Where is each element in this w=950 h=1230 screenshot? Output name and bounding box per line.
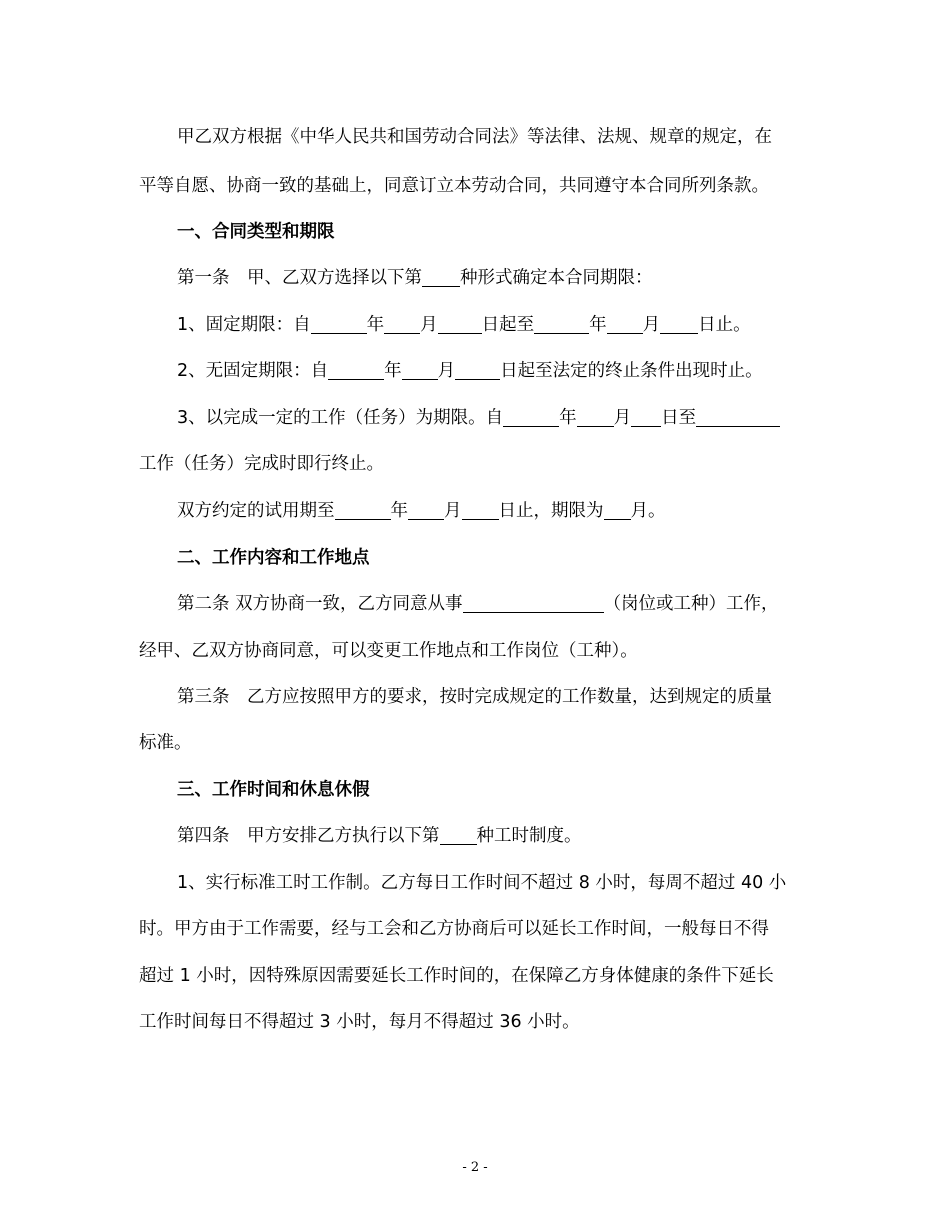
- option-task-term-cont: 工作（任务）完成时即行终止。: [139, 454, 384, 474]
- article-4: 第四条 甲方安排乙方执行以下第 种工时制度。: [177, 826, 582, 846]
- blank-task-month: [577, 406, 614, 427]
- blank-end-year: [534, 313, 589, 334]
- blank-task-year: [503, 406, 559, 427]
- blank-hours-system: [440, 824, 477, 845]
- option-task-term: 3、以完成一定的工作（任务）为期限。自 年 月 日至: [177, 406, 780, 430]
- option-open-term: 2、无固定期限：自 年 月 日起至法定的终止条件出现时止。: [177, 361, 763, 381]
- intro-line-2: 平等自愿、协商一致的基础上，同意订立本劳动合同，共同遵守本合同所列条款。: [139, 176, 769, 196]
- blank-task-day: [631, 406, 661, 427]
- blank-task-end: [696, 406, 780, 427]
- blank-form-choice: [422, 266, 460, 287]
- section-heading-3: 三、工作时间和休息休假: [177, 780, 370, 800]
- blank-trial-day: [462, 499, 499, 520]
- intro-line-1: 甲乙双方根据《中华人民共和国劳动合同法》等法律、法规、规章的规定，在: [177, 127, 772, 147]
- trial-period: 双方约定的试用期至 年 月 日止，期限为 月。: [177, 501, 666, 521]
- blank-open-month: [402, 359, 438, 380]
- article-3-cont: 标准。: [139, 733, 192, 753]
- blank-trial-months: [604, 499, 631, 520]
- blank-end-month: [607, 313, 643, 334]
- option-fixed-term: 1、固定期限：自 年 月 日起至 年 月 日止。: [177, 315, 751, 335]
- section-heading-1: 一、合同类型和期限: [177, 222, 335, 242]
- article-2-cont: 经甲、乙双方协商同意，可以变更工作地点和工作岗位（工种）。: [139, 641, 638, 661]
- blank-start-day: [438, 313, 482, 334]
- article-1: 第一条 甲、乙双方选择以下第 种形式确定本合同期限：: [177, 268, 653, 288]
- blank-open-year: [328, 359, 384, 380]
- blank-start-month: [384, 313, 420, 334]
- page-number: - 2 -: [462, 1160, 488, 1175]
- blank-position: [463, 592, 604, 613]
- blank-open-day: [455, 359, 500, 380]
- standard-hours-line-4: 工作时间每日不得超过 3 小时，每月不得超过 36 小时。: [139, 1012, 580, 1032]
- blank-trial-month: [408, 499, 444, 520]
- blank-start-year: [311, 313, 367, 334]
- standard-hours-line-1: 1、实行标准工时工作制。乙方每日工作时间不超过 8 小时，每周不超过 40 小: [177, 873, 787, 893]
- standard-hours-line-2: 时。甲方由于工作需要，经与工会和乙方协商后可以延长工作时间，一般每日不得: [139, 919, 769, 939]
- blank-end-day: [660, 313, 698, 334]
- blank-trial-year: [335, 499, 391, 520]
- article-2: 第二条 双方协商一致，乙方同意从事 （岗位或工种）工作，: [177, 594, 779, 614]
- article-3: 第三条 乙方应按照甲方的要求，按时完成规定的工作数量，达到规定的质量: [177, 687, 772, 707]
- standard-hours-line-3: 超过 1 小时，因特殊原因需要延长工作时间的，在保障乙方身体健康的条件下延长: [139, 966, 774, 986]
- section-heading-2: 二、工作内容和工作地点: [177, 548, 370, 568]
